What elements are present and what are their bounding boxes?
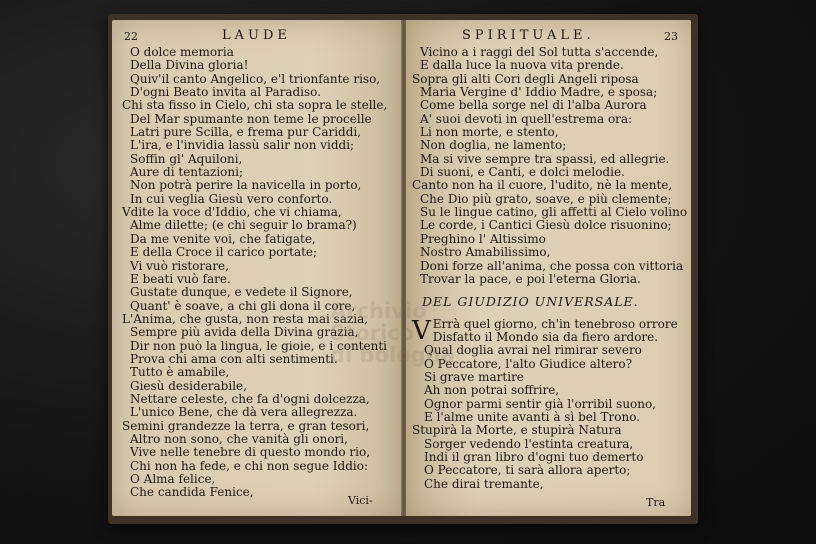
text-line: O Peccatore, ti sarà allora aperto; xyxy=(424,463,631,478)
text-line: Disfatto il Mondo sia da fiero ardore. xyxy=(432,329,659,344)
text-line: E beati vuò fare. xyxy=(130,271,231,286)
first-line-text: Errà quel giorno, ch'in tenebroso orrore xyxy=(432,316,678,331)
text-line: Trovar la pace, e poi l'eterna Gloria. xyxy=(420,271,641,286)
text-line: Latri pure Scilla, e frema pur Cariddi, xyxy=(130,125,362,140)
text-line: Come bella sorge nel di l'alba Aurora xyxy=(420,98,647,113)
text-line: Ognor parmi sentir già l'orribil suono, xyxy=(424,396,657,411)
text-line: E della Croce il carico portate; xyxy=(130,245,318,260)
right-page xyxy=(406,20,691,516)
section-title: DEL GIUDIZIO UNIVERSALE. xyxy=(422,294,639,310)
right-page-number: 23 xyxy=(664,30,678,43)
drop-cap: V xyxy=(412,315,431,346)
text-line: Preghino l' Altissimo xyxy=(420,231,546,246)
archive-watermark xyxy=(330,300,460,366)
text-line: Indi il gran libro d'ogni tuo demerto xyxy=(424,449,644,464)
text-line: Chi non ha fede, e chi non segue Iddio: xyxy=(130,458,369,473)
text-line: Da me venite voi, che fatigate, xyxy=(130,231,316,246)
left-page-number: 22 xyxy=(124,30,138,43)
text-line: D'ogni Beato invita al Paradiso. xyxy=(130,85,322,100)
text-line: Alme dilette; (e chi seguir lo brama?) xyxy=(130,218,357,233)
text-line: Tutto è amabile, xyxy=(130,365,230,380)
text-line: Aure di tentazioni; xyxy=(130,165,244,180)
text-line: E l'alme unite avanti à sì bel Trono. xyxy=(424,409,641,424)
text-line: Vive nelle tenebre di questo mondo rio, xyxy=(130,445,371,460)
text-line: L'Anima, che gusta, non resta mai sazia, xyxy=(122,311,369,326)
watermark-line: Archivio xyxy=(330,299,427,323)
left-page xyxy=(112,20,402,516)
text-line: E dalla luce la nuova vita prende. xyxy=(420,58,624,73)
text-line: Che Dio più grato, soave, e più clemente; xyxy=(420,191,672,206)
right-catchword: Tra xyxy=(646,496,666,509)
text-line: Quiv'il canto Angelico, e'l trionfante riso, xyxy=(130,71,381,86)
text-line: Ah non potrai soffrire, xyxy=(424,383,560,398)
text-line: O Peccatore, l'alto Giudice altero? xyxy=(424,356,633,371)
text-line: Non doglia, ne lamento; xyxy=(420,138,567,153)
text-line: Su le lingue catino, gli affetti al Cielo volino xyxy=(420,205,688,220)
text-line: Stupirà la Morte, e stupirà Natura xyxy=(412,423,622,438)
text-line: Ma si vive sempre tra spassi, ed allegrie. xyxy=(420,151,670,166)
text-line: L'ira, e l'invidia lassù salir non viddi; xyxy=(130,138,355,153)
text-line: Che candida Fenice, xyxy=(130,485,254,500)
text-line: Vi vuò ristorare, xyxy=(130,258,229,273)
text-line: Chi sta fisso in Cielo, chi sta sopra le stelle, xyxy=(122,98,388,113)
text-line: Che dirai tremante, xyxy=(424,476,544,491)
text-line: Vicino a i raggi del Sol tutta s'accende, xyxy=(420,45,659,59)
text-line: Maria Vergine d' Iddio Madre, e sposa; xyxy=(420,85,658,100)
text-line: Doni forze all'anima, che possa con vittoria xyxy=(420,258,684,273)
text-line: Altro non sono, che vanità gli onori, xyxy=(130,431,348,446)
text-line: Giesù desiderabile, xyxy=(130,378,247,393)
text-line: L'unico Bene, che dà vera allegrezza. xyxy=(130,405,358,420)
watermark-line: Storico xyxy=(330,321,415,345)
text-line: Nettare celeste, che fa d'ogni dolcezza, xyxy=(130,391,370,406)
text-line: Sempre più avida della Divina grazia, xyxy=(130,325,359,340)
text-line: Soffin gl' Aquiloni, xyxy=(130,151,243,166)
right-running-head: SPIRITUALE. xyxy=(462,28,595,43)
text-line: Semini grandezze la terra, e gran tesori, xyxy=(122,418,370,433)
text-line: Vdite la voce d'Iddio, che vi chiama, xyxy=(122,205,342,220)
text-line: Li non morte, e stento, xyxy=(420,125,559,140)
left-catchword: Vici- xyxy=(348,494,373,507)
text-line: O dolce memoria xyxy=(130,45,234,59)
text-line: In cui veglia Giesù vero conforto. xyxy=(130,191,333,206)
text-line: Le corde, i Cantici Giesù dolce risuonino; xyxy=(420,218,672,233)
watermark-line: di bologna xyxy=(330,343,455,367)
text-line: Dir non può la lingua, le gioie, e i contenti xyxy=(130,338,387,353)
text-line: Non potrà perire la navicella in porto, xyxy=(130,178,362,193)
text-line: Prova chi ama con alti sentimenti. xyxy=(130,351,338,366)
text-line: A' suoi devoti in quell'estrema ora: xyxy=(420,111,633,126)
text-line: Nostro Amabilissimo, xyxy=(420,245,551,260)
text-line: Del Mar spumante non teme le procelle xyxy=(130,111,372,126)
text-line: Canto non ha il cuore, l'udito, nè la mente, xyxy=(412,178,673,193)
text-line: Si grave martire xyxy=(424,369,524,384)
text-line: Sopra gli alti Cori degli Angeli riposa xyxy=(412,71,639,86)
left-running-head: LAUDE xyxy=(222,28,291,43)
text-line: Quant' è soave, a chi gli dona il core, xyxy=(130,298,356,313)
text-line: Sorger vedendo l'estinta creatura, xyxy=(424,436,634,451)
text-line: Di suoni, e Canti, e dolci melodie. xyxy=(420,165,625,180)
open-book xyxy=(108,14,698,524)
right-page-text xyxy=(412,46,687,491)
text-line: O Alma felice, xyxy=(130,472,216,486)
text-line: Gustate dunque, e vedete il Signore, xyxy=(130,285,353,300)
left-page-text xyxy=(122,46,387,500)
text-line: Della Divina gloria! xyxy=(130,58,249,73)
text-line: Qual doglia avrai nel rimirar severo xyxy=(424,343,642,358)
